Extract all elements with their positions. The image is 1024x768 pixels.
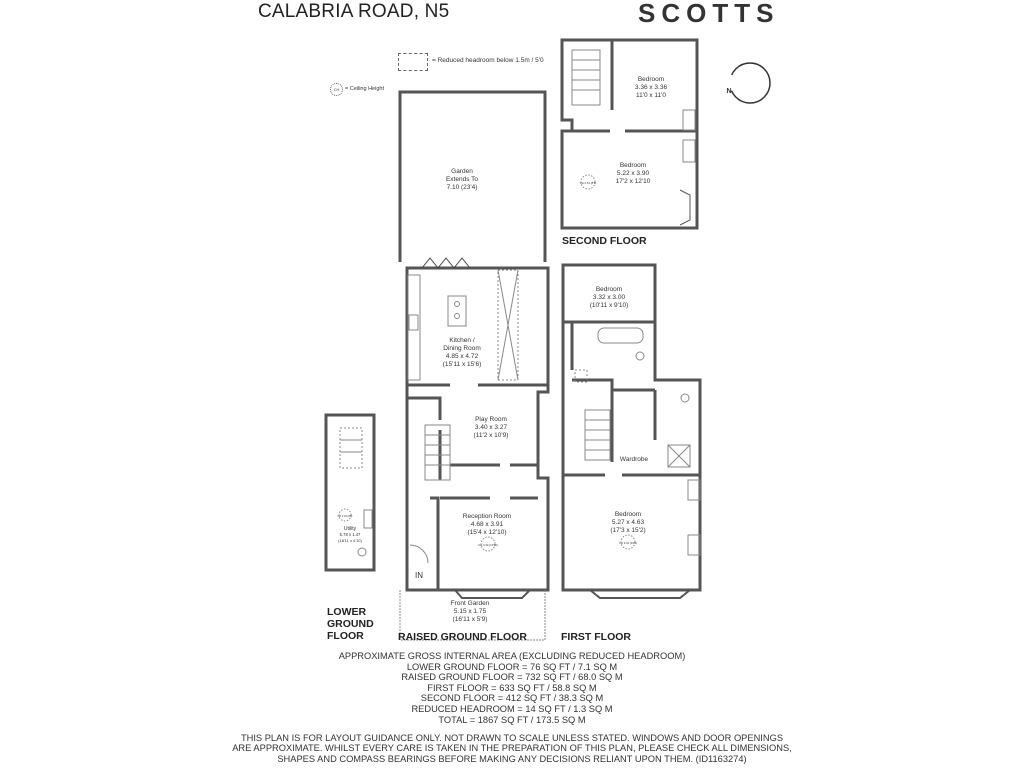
lower-ground-outline xyxy=(326,415,374,570)
entrance-door xyxy=(410,545,428,563)
disclaimer-line: SHAPES AND COMPASS BEARINGS BEFORE MAKING ANY DECISIONS RELIANT UPON THEM. (ID1163274) xyxy=(277,753,747,764)
toilet-icon xyxy=(358,548,366,556)
raised-ground-stairs xyxy=(425,425,450,480)
front-garden-dims-ft: (16'11 x 5'9) xyxy=(452,616,488,623)
garden-name: Garden xyxy=(451,168,473,175)
walls xyxy=(326,40,700,590)
bathtub xyxy=(598,328,643,343)
disclaimer xyxy=(212,733,812,764)
area-heading: APPROXIMATE GROSS INTERNAL AREA (EXCLUDING REDUCED HEADROOM) xyxy=(338,651,686,661)
second-floor-bay xyxy=(680,190,690,225)
reduced-headroom-key: = Reduced headroom below 1.5m / 5'0 xyxy=(432,57,544,64)
kitchen-island xyxy=(448,296,466,326)
first-chimney-breast-2 xyxy=(688,535,700,555)
play-room-dims-ft: (11'2 x 10'9) xyxy=(473,432,509,439)
second-bed2-ch: CH 2.51 (8'3) xyxy=(579,181,597,185)
second-bed1-name: Bedroom xyxy=(637,76,665,83)
utility-sink xyxy=(364,510,372,528)
fixtures xyxy=(339,50,700,640)
second-bed1-dims-m: 3.36 x 3.36 xyxy=(634,84,668,91)
play-room-label xyxy=(474,416,509,439)
lower-ground-line3: FLOOR xyxy=(327,630,364,642)
lower-ground-line2: GROUND xyxy=(327,618,374,630)
first-bed2-ch: CH 3.10 (10'2) xyxy=(618,541,638,545)
garden-line2: Extends To xyxy=(445,176,479,183)
lower-ground-line1: LOWER xyxy=(327,606,367,618)
raised-ground-floor-label: RAISED GROUND FLOOR xyxy=(398,631,527,643)
chimney-breast xyxy=(683,110,695,130)
first-bed2-dims-ft: (17'3 x 15'2) xyxy=(610,527,646,534)
second-bed1-label xyxy=(635,76,668,99)
first-floor-label: FIRST FLOOR xyxy=(561,631,631,643)
utility-dims: 5.78 x 1.47 xyxy=(339,532,361,537)
first-bed1-label xyxy=(590,286,629,309)
kitchen-dims-ft: (15'11 x 15'6) xyxy=(442,361,482,368)
disclaimer-line: THIS PLAN IS FOR LAYOUT GUIDANCE ONLY. NOT DRAWN TO SCALE UNLESS STATED. WINDOWS AND DOOR OPENINGS xyxy=(240,733,784,743)
wardrobe-label: Wardrobe xyxy=(619,456,649,463)
first-bed2-name: Bedroom xyxy=(614,511,642,518)
utility-name: Utility xyxy=(343,526,357,532)
chimney-breast-2 xyxy=(683,140,695,162)
basin-icon xyxy=(636,352,644,360)
lower-ground-floor-label xyxy=(327,606,374,642)
lower-ground-stairs xyxy=(340,428,362,468)
compass-label: N xyxy=(726,88,732,95)
utility-ch: CH 2.03 (6'8) xyxy=(337,515,353,518)
area-line: TOTAL = 1867 SQ FT / 173.5 SQ M xyxy=(438,714,586,725)
reception-dims-m: 4.68 x 3.91 xyxy=(470,521,504,528)
second-floor-inner-walls xyxy=(562,40,697,131)
hob-icon xyxy=(409,315,418,330)
front-garden-label xyxy=(451,600,490,623)
first-floor-stairs xyxy=(585,410,610,460)
second-bed2-name: Bedroom xyxy=(619,162,647,169)
first-bed2-dims-m: 5.27 x 4.63 xyxy=(611,519,645,526)
reception-ch: CH 3.30 (10'10) xyxy=(478,543,498,547)
second-bed2-label xyxy=(580,162,651,185)
ceiling-symbol-text: CH xyxy=(333,87,340,92)
first-bed1-name: Bedroom xyxy=(595,286,623,293)
first-bed1-dims-m: 3.32 x 3.00 xyxy=(592,294,626,301)
second-floor-outer-wall xyxy=(562,40,697,228)
reception-label xyxy=(463,513,511,547)
second-bed2-dims-m: 5.22 x 3.90 xyxy=(616,170,650,177)
kitchen-line2: Dining Room xyxy=(443,345,481,352)
sink-icon-2 xyxy=(455,314,460,319)
first-bed2-label xyxy=(610,511,645,545)
garden-label xyxy=(446,168,478,191)
first-bed1-dims-ft: (10'11 x 9'10) xyxy=(589,302,629,309)
disclaimer-line: ARE APPROXIMATE. WHILST EVERY CARE IS TAKEN IN THE PREPARATION OF THIS PLAN, PLEASE CHECK ALL DIMENSIONS, xyxy=(232,743,792,754)
front-garden-name: Front Garden xyxy=(450,600,490,607)
kitchen-dims-m: 4.85 x 4.72 xyxy=(445,353,479,360)
second-bed2-dims-ft: 17'2 x 12'10 xyxy=(615,178,651,185)
area-line: SECOND FLOOR = 412 SQ FT / 38.3 SQ M xyxy=(420,693,604,704)
kitchen-name: Kitchen / xyxy=(449,337,475,344)
second-floor-label: SECOND FLOOR xyxy=(562,235,647,247)
play-room-dims-m: 3.40 x 3.27 xyxy=(474,424,508,431)
area-line: LOWER GROUND FLOOR = 76 SQ FT / 7.1 SQ M xyxy=(406,661,618,672)
play-room-name: Play Room xyxy=(475,416,507,423)
first-floor-inner-walls xyxy=(563,322,700,475)
area-line: REDUCED HEADROOM = 14 SQ FT / 1.3 SQ M xyxy=(411,703,613,714)
front-garden-dims-m: 5.15 x 1.75 xyxy=(453,608,487,615)
second-floor-stairs xyxy=(572,50,600,105)
second-bed1-dims-ft: 11'0 x 11'0 xyxy=(635,92,667,99)
area-line: RAISED GROUND FLOOR = 732 SQ FT / 68.0 SQ M xyxy=(401,672,623,683)
garden-dims: 7.10 (23'4) xyxy=(446,184,478,191)
area-summary xyxy=(212,651,812,725)
first-chimney-breast xyxy=(688,480,700,500)
agency-logo: SCOTTS xyxy=(638,0,780,28)
entrance-label: IN xyxy=(415,571,423,580)
area-line: FIRST FLOOR = 633 SQ FT / 58.8 SQ M xyxy=(427,682,597,693)
utility-dims-ft: (18'11 x 4'10) xyxy=(338,538,362,543)
property-title: CALABRIA ROAD, N5 xyxy=(258,1,450,22)
kitchen-label xyxy=(443,337,482,368)
ceiling-height-key: = Ceiling Height xyxy=(345,86,384,92)
ensuite-toilet-icon xyxy=(681,394,689,402)
compass-icon xyxy=(726,63,770,103)
reception-name: Reception Room xyxy=(462,513,512,520)
reception-dims-ft: (15'4 x 12'10) xyxy=(467,529,507,536)
sink-icon xyxy=(455,302,460,307)
